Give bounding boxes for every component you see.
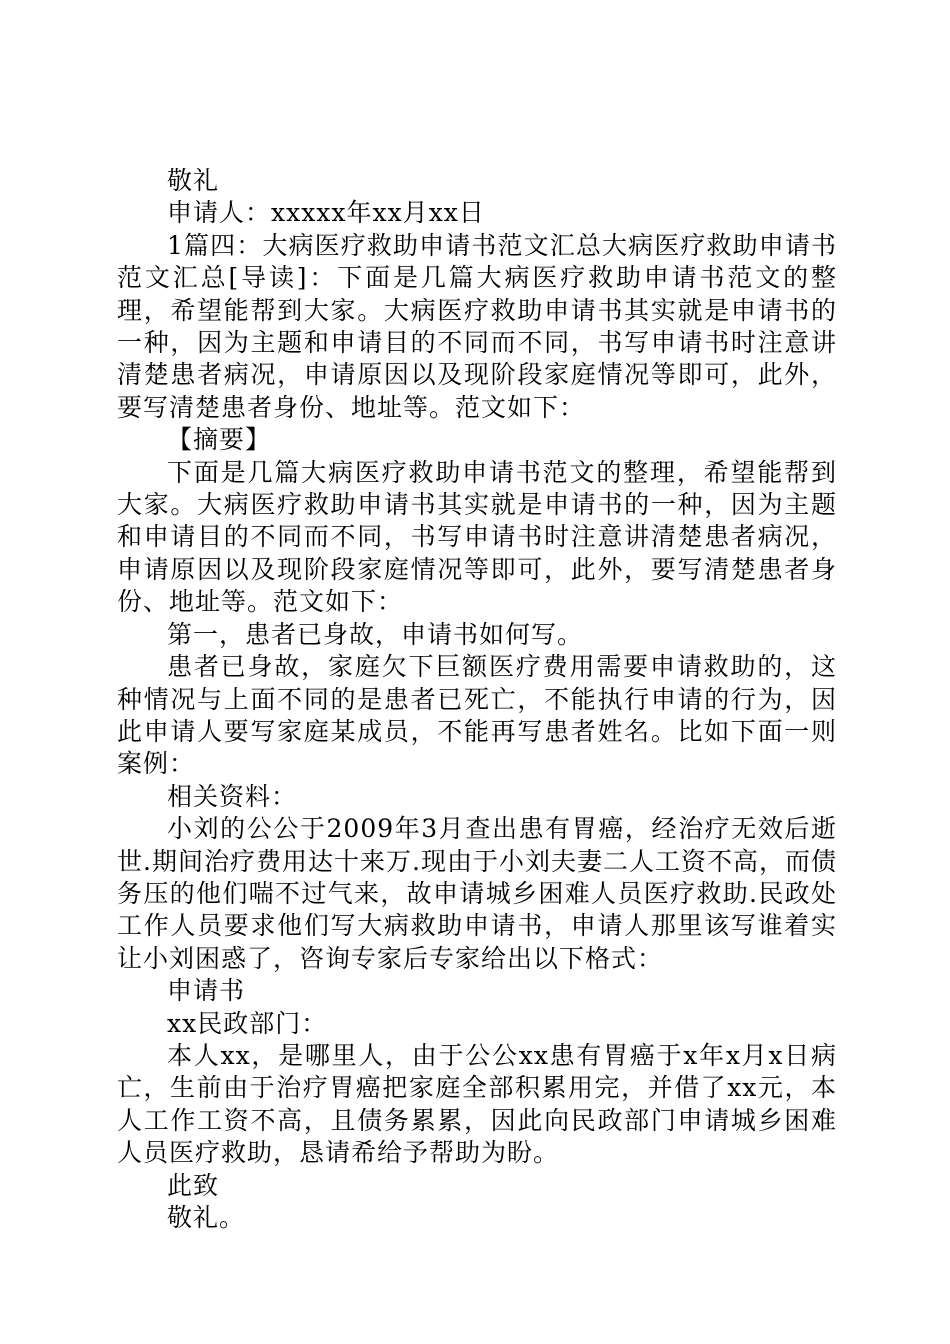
case-one-description: 患者已身故，家庭欠下巨额医疗费用需要申请救助的，这种情况与上面不同的是患者已死亡，不能执行申请的行为，因此申请人要写家庭某成员，不能再写患者姓名。比如下面一则案例： bbox=[117, 652, 837, 779]
related-materials-heading: 相关资料： bbox=[167, 781, 298, 811]
section-four-intro: 1篇四：大病医疗救助申请书范文汇总大病医疗救助申请书范文汇总[导读]：下面是几篇大病医疗救助申请书范文的整理，希望能帮到大家。大病医疗救助申请书其实就是申请书的一种，因为主题和申请目的不同而不同，书写申请书时注意讲清楚患者病况，申请原因以及现阶段家庭情况等即可，此外，要写清楚患者身份、地址等。范文如下： bbox=[117, 230, 837, 422]
abstract-heading: 【摘要】 bbox=[167, 425, 272, 455]
letter-title: 申请书 bbox=[167, 976, 246, 1006]
letter-closing: 此致 bbox=[167, 1170, 220, 1200]
case-one-heading: 第一，患者已身故，申请书如何写。 bbox=[167, 619, 584, 649]
applicant-date-line: 申请人：xxxxx年xx月xx日 bbox=[167, 198, 485, 228]
abstract-text: 下面是几篇大病医疗救助申请书范文的整理，希望能帮到大家。大病医疗救助申请书其实就是申请书的一种，因为主题和申请目的不同而不同，书写申请书时注意讲清楚患者病况，申请原因以及现阶段家庭情况等即可，此外，要写清楚患者身份、地址等。范文如下： bbox=[117, 457, 837, 617]
letter-body: 本人xx，是哪里人，由于公公xx患有胃癌于x年x月x日病亡，生前由于治疗胃癌把家庭全部积累用完，并借了xx元，本人工作工资不高，且债务累累，因此向民政部门申请城乡困难人员医疗救助，恳请希给予帮助为盼。 bbox=[117, 1040, 837, 1168]
letter-recipient: xx民政部门： bbox=[167, 1008, 328, 1038]
letter-salutation: 敬礼。 bbox=[167, 1203, 246, 1232]
document-page bbox=[117, 165, 837, 1234]
closing-salutation: 敬礼 bbox=[167, 166, 220, 195]
related-materials-text: 小刘的公公于2009年3月查出患有胃癌，经治疗无效后逝世.期间治疗费用达十来万.现由于小刘夫妻二人工资不高，而债务压的他们喘不过气来，故申请城乡困难人员医疗救助.民政处工作人员要求他们写大病救助申请书，申请人那里该写谁着实让小刘困惑了，咨询专家后专家给出以下格式： bbox=[117, 814, 837, 973]
